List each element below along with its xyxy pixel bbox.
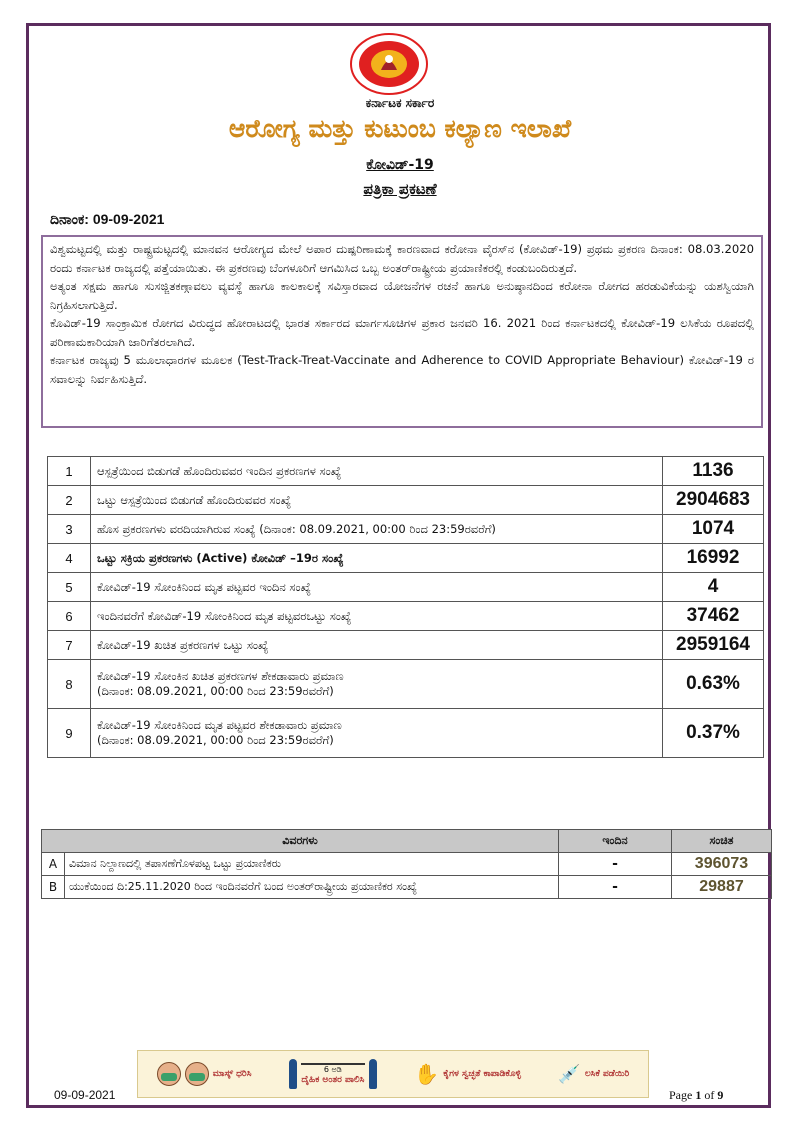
distance-info <box>301 1063 365 1086</box>
table-header-row <box>42 830 772 853</box>
row-description <box>91 660 663 709</box>
release-date: ದಿನಾಂಕ: 09-09-2021 <box>50 211 165 227</box>
row-value: 0.63% <box>663 660 764 709</box>
covid-appropriate-behaviour-banner <box>137 1050 649 1098</box>
table-row <box>48 631 764 660</box>
row-value: 16992 <box>663 544 764 573</box>
mask-segment <box>157 1062 252 1086</box>
row-value: 2904683 <box>663 486 764 515</box>
vaccine-segment <box>558 1064 629 1085</box>
intro-box <box>41 235 763 428</box>
row-description: ಕೋವಿಡ್-19 ಸೋಂಕಿನಿಂದ ಮೃತ ಪಟ್ಟವರ ಇಂದಿನ ಸಂಖ್ಯೆ <box>91 573 663 602</box>
masked-face-icon <box>157 1062 181 1086</box>
row-value: 4 <box>663 573 764 602</box>
page-current: 1 <box>695 1088 702 1102</box>
row-number: 8 <box>48 660 91 709</box>
row-description-line: ಕೋವಿಡ್-19 ಸೋಂಕಿನ ಖಚಿತ ಪ್ರಕರಣಗಳ ಶೇಕಡಾವಾರು ಪ್ರಮಾಣ <box>97 669 344 683</box>
intro-paragraph: ಕರ್ನಾಟಕ ರಾಜ್ಯವು 5 ಮೂಲಾಧಾರಗಳ ಮೂಲಕ (Test-Track-Treat-Vaccinate and Adherence to COVID Appropriate Behaviour) ಕೋವಿಡ್-19 ರ ಸವಾಲನ್ನು ನಿರ್ವಹಿಸುತ್ತಿದೆ. <box>50 353 754 386</box>
header-today: ಇಂದಿನ <box>559 830 672 853</box>
row-today: - <box>559 853 672 876</box>
distance-arrow-icon <box>301 1063 365 1075</box>
table-row <box>48 486 764 515</box>
row-description: ಇಂದಿನವರೆಗೆ ಕೋವಿಡ್-19 ಸೋಂಕಿನಿಂದ ಮೃತ ಪಟ್ಟವರಒಟ್ಟು ಸಂಖ್ಯೆ <box>91 602 663 631</box>
row-number: 5 <box>48 573 91 602</box>
row-description-line: ಕೋವಿಡ್-19 ಸೋಂಕಿನಿಂದ ಮೃತ ಪಟ್ಟವರ ಶೇಕಡಾವಾರು ಪ್ರಮಾಣ <box>97 718 342 732</box>
row-number: 9 <box>48 709 91 758</box>
government-name: ಕರ್ನಾಟಕ ಸರ್ಕಾರ <box>365 96 435 110</box>
intro-paragraph: ಅತ್ಯಂತ ಸಕ್ಷಮ ಹಾಗೂ ಸುಸಜ್ಜಿತಕಣ್ಗಾವಲು ವ್ಯವಸ್ಥೆ ಹಾಗೂ ಕಾಲಕಾಲಕ್ಕೆ ಸವಿಸ್ತಾರವಾದ ಯೋಜನೆಗಳ ರಚನೆ ಹಾಗೂ ಅನುಷ್ಠಾನದಿಂದ ಕರೋನಾ ರೋಗದ ಹರಡುವಿಕೆಯನ್ನು ಯಶಸ್ವಿಯಾಗಿ ನಿಗ್ರಹಿಸಲಾಗುತ್ತಿದೆ. <box>50 279 754 312</box>
row-description-date: (ದಿನಾಂಕ: 08.09.2021, 00:00 ರಿಂದ 23:59ರವರೆಗೆ) <box>97 684 334 698</box>
distance-text: ದೈಹಿಕ ಅಂತರ ಪಾಲಿಸಿ <box>301 1074 365 1085</box>
row-number: 3 <box>48 515 91 544</box>
row-description: ಕೋವಿಡ್-19 ಖಚಿತ ಪ್ರಕರಣಗಳ ಒಟ್ಟು ಸಂಖ್ಯೆ <box>91 631 663 660</box>
row-description: ಹೊಸ ಪ್ರಕರಣಗಳು ವರದಿಯಾಗಿರುವ ಸಂಖ್ಯೆ (ದಿನಾಂಕ: 08.09.2021, 00:00 ರಿಂದ 23:59ರವರೆಗೆ) <box>91 515 663 544</box>
row-value: 0.37% <box>663 709 764 758</box>
row-value: 1074 <box>663 515 764 544</box>
row-number: 6 <box>48 602 91 631</box>
row-label: B <box>42 876 65 899</box>
table-row <box>48 602 764 631</box>
department-title: ಆರೋಗ್ಯ ಮತ್ತು ಕುಟುಂಬ ಕಲ್ಯಾಣ ಇಲಾಖೆ <box>228 114 572 143</box>
table-row <box>48 515 764 544</box>
karnataka-emblem-logo <box>348 32 430 96</box>
press-release-heading: ಪತ್ರಿಕಾ ಪ್ರಕಟಣೆ <box>363 180 437 198</box>
table-row <box>48 709 764 758</box>
travel-table <box>41 829 772 899</box>
intro-paragraph: ವಿಶ್ವಮಟ್ಟದಲ್ಲಿ ಮತ್ತು ರಾಷ್ಟ್ರಮಟ್ಟದಲ್ಲಿ ಮಾನವನ ಆರೋಗ್ಯದ ಮೇಲೆ ಅಪಾರ ದುಷ್ಪರಿಣಾಮಕ್ಕೆ ಕಾರಣವಾದ ಕರೋನಾ ವೈರಸ್‌ನ (ಕೋವಿಡ್-19) ಪ್ರಥಮ ಪ್ರಕರಣ ದಿನಾಂಕ: 08.03.2020 ರಂದು ಕರ್ನಾಟಕ ರಾಜ್ಯದಲ್ಲಿ ಪತ್ತೆಯಾಯಿತು. ಈ ಪ್ರಕರಣವು ಬೆಂಗಳೂರಿಗೆ ಆಗಮಿಸಿದ ಒಬ್ಬ ಅಂತರ್‌ರಾಷ್ಟ್ರೀಯ ಪ್ರಯಾಣಿಕರಲ್ಲಿ ಕಂಡುಬಂದಿರುತ್ತದೆ. <box>50 242 754 275</box>
table-row <box>42 876 772 899</box>
person-icon <box>289 1059 297 1089</box>
row-number: 2 <box>48 486 91 515</box>
page-total: 9 <box>717 1088 724 1102</box>
handwash-icon: ✋ <box>414 1062 440 1086</box>
table-row <box>48 544 764 573</box>
footer-date: 09-09-2021 <box>54 1088 116 1102</box>
row-description-date: (ದಿನಾಂಕ: 08.09.2021, 00:00 ರಿಂದ 23:59ರವರೆಗೆ) <box>97 733 334 747</box>
page-number <box>669 1088 723 1103</box>
row-number: 4 <box>48 544 91 573</box>
table-row <box>42 853 772 876</box>
vaccine-icon: 💉 <box>558 1063 581 1085</box>
row-today: - <box>559 876 672 899</box>
table-row <box>48 573 764 602</box>
row-number: 7 <box>48 631 91 660</box>
row-cumulative: 396073 <box>672 853 772 876</box>
page-prefix: Page <box>669 1088 693 1102</box>
handwash-text: ಕೈಗಳ ಸ್ವಚ್ಛತೆ ಕಾಪಾಡಿಕೊಳ್ಳಿ <box>443 1068 521 1079</box>
mask-text: ಮಾಸ್ಕ್ ಧರಿಸಿ <box>212 1068 252 1079</box>
row-description: ಒಟ್ಟು ಆಸ್ಪತ್ರೆಯಿಂದ ಬಿಡುಗಡೆ ಹೊಂದಿರುವವರ ಸಂಖ್ಯೆ <box>91 486 663 515</box>
row-value: 2959164 <box>663 631 764 660</box>
table-row <box>48 457 764 486</box>
row-number: 1 <box>48 457 91 486</box>
person-icon <box>369 1059 377 1089</box>
row-description: ವಿಮಾನ ನಿಲ್ದಾಣದಲ್ಲಿ ತಪಾಸಣೆಗೊಳಪಟ್ಟ ಒಟ್ಟು ಪ್ರಯಾಣಿಕರು <box>65 853 559 876</box>
vaccine-text: ಲಸಿಕೆ ಪಡೆಯಿರಿ <box>584 1068 630 1079</box>
row-value: 37462 <box>663 602 764 631</box>
row-description: ಒಟ್ಟು ಸಕ್ರಿಯ ಪ್ರಕರಣಗಳು (Active) ಕೋವಿಡ್ –19ರ ಸಂಖ್ಯೆ <box>91 544 663 573</box>
handwash-segment <box>414 1062 521 1086</box>
row-description <box>91 709 663 758</box>
row-cumulative: 29887 <box>672 876 772 899</box>
row-description: ಆಸ್ಪತ್ರೆಯಿಂದ ಬಿಡುಗಡೆ ಹೊಂದಿರುವವರ ಇಂದಿನ ಪ್ರಕರಣಗಳ ಸಂಖ್ಯೆ <box>91 457 663 486</box>
distance-value: 6 ಅಡಿ <box>323 1064 342 1074</box>
intro-paragraph: ಕೊವಿಡ್-19 ಸಾಂಕ್ರಾಮಿಕ ರೋಗದ ವಿರುದ್ಧದ ಹೋರಾಟದಲ್ಲಿ ಭಾರತ ಸರ್ಕಾರದ ಮಾರ್ಗಸೂಚಿಗಳ ಪ್ರಕಾರ ಜನವರಿ 16. 2021 ರಿಂದ ಕರ್ನಾಟಕದಲ್ಲಿ ಕೋವಿಡ್-19 ಲಸಿಕೆಯ ರೂಪದಲ್ಲಿ ಪರಿಣಾಮಕಾರಿಯಾಗಿ ಜಾರಿಗೆತರಲಾಗಿದೆ. <box>50 316 754 349</box>
masked-face-icon <box>185 1062 209 1086</box>
row-description: ಯುಕೆಯಿಂದ ದಿ:25.11.2020 ರಿಂದ ಇಂದಿನವರೆಗೆ ಬಂದ ಅಂತರ್‌ರಾಷ್ಟ್ರೀಯ ಪ್ರಯಾಣಿಕರ ಸಂಖ್ಯೆ <box>65 876 559 899</box>
covid-stats-table <box>47 456 764 758</box>
header-details: ವಿವರಗಳು <box>42 830 559 853</box>
header-cumulative: ಸಂಚಿತ <box>672 830 772 853</box>
page-of: of <box>704 1088 715 1102</box>
distance-segment <box>289 1059 377 1089</box>
table-row <box>48 660 764 709</box>
topic-heading: ಕೋವಿಡ್-19 <box>366 157 434 173</box>
row-value: 1136 <box>663 457 764 486</box>
row-label: A <box>42 853 65 876</box>
